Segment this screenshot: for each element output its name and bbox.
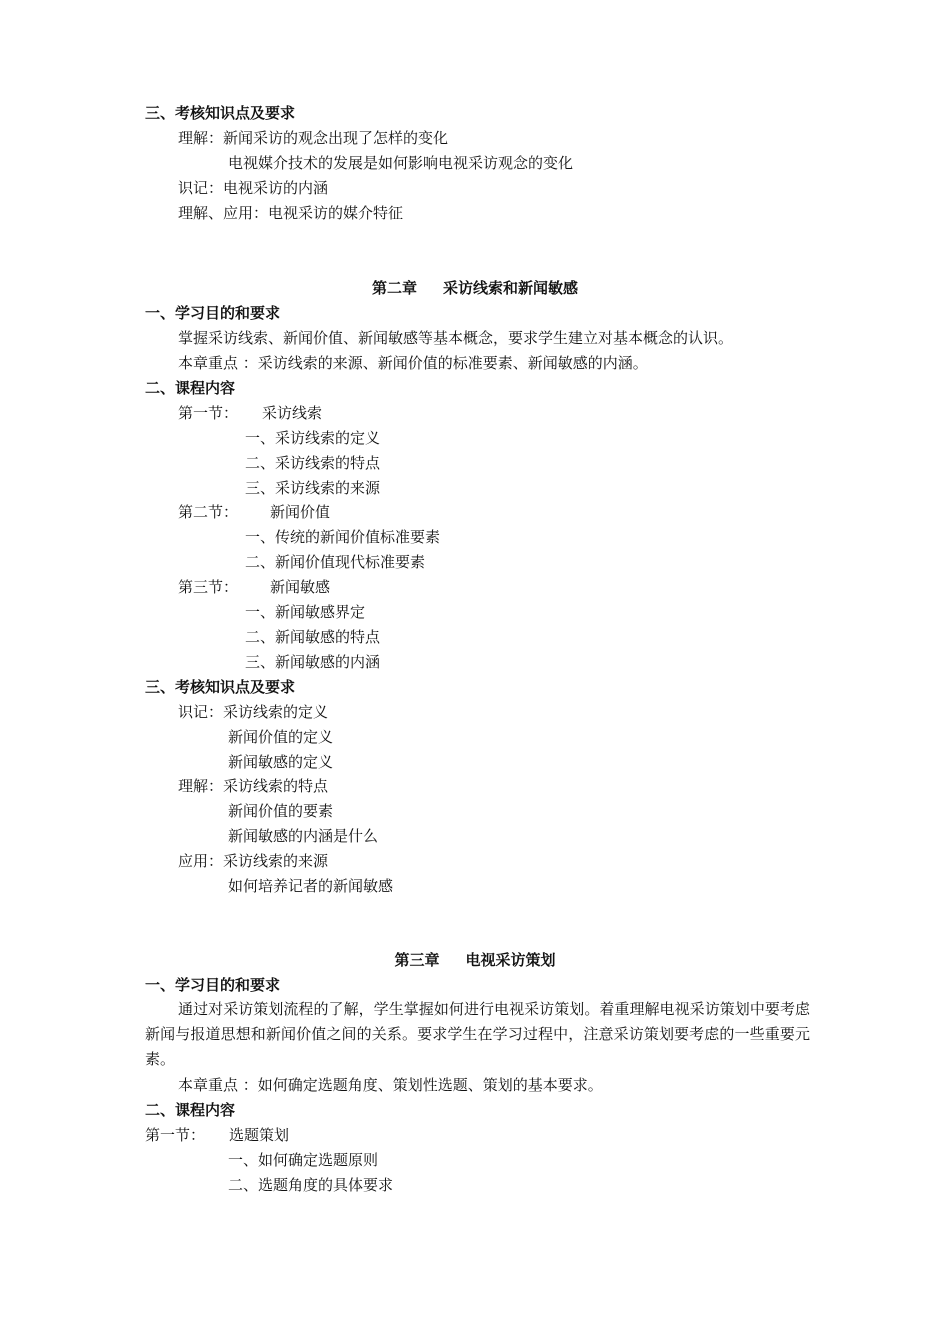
chapter-name: 电视采访策划 [465, 951, 556, 969]
section-label: 第三节： [178, 578, 239, 596]
section-label: 第一节： [178, 404, 239, 422]
section-item: 二、新闻敏感的特点 [245, 628, 381, 646]
exam-heading-ch1: 三、考核知识点及要求 [145, 104, 296, 122]
exam-line: 理解：新闻采访的观念出现了怎样的变化 [178, 129, 449, 147]
section-item: 三、新闻敏感的内涵 [245, 653, 381, 671]
exam-heading: 三、考核知识点及要求 [145, 678, 296, 696]
exam-line: 如何培养记者的新闻敏感 [228, 877, 394, 895]
goal-heading: 一、学习目的和要求 [145, 304, 281, 322]
section-line [178, 502, 330, 522]
exam-line: 新闻价值的要素 [228, 802, 334, 820]
section-item: 三、采访线索的来源 [245, 479, 381, 497]
section-item: 一、新闻敏感界定 [245, 603, 366, 621]
chapter-number: 第三章 [394, 951, 440, 969]
chapter-3-title [0, 950, 950, 970]
exam-line: 识记：采访线索的定义 [178, 703, 329, 721]
section-line [178, 403, 322, 423]
exam-line: 新闻价值的定义 [228, 728, 334, 746]
section-title: 选题策划 [229, 1126, 290, 1144]
chapter-2-title [0, 278, 950, 298]
exam-line: 应用：采访线索的来源 [178, 852, 329, 870]
exam-line: 新闻敏感的内涵是什么 [228, 827, 379, 845]
goal-heading: 一、学习目的和要求 [145, 976, 281, 994]
section-title: 采访线索 [262, 404, 323, 422]
section-title: 新闻价值 [270, 503, 331, 521]
chapter-name: 采访线索和新闻敏感 [443, 279, 579, 297]
section-item: 一、如何确定选题原则 [228, 1151, 379, 1169]
exam-line: 识记：电视采访的内涵 [178, 179, 329, 197]
section-item: 一、采访线索的定义 [245, 429, 381, 447]
section-line [145, 1125, 289, 1145]
chapter-number: 第二章 [371, 279, 417, 297]
goal-paragraph [145, 997, 810, 1072]
exam-line: 电视媒介技术的发展是如何影响电视采访观念的变化 [228, 154, 574, 172]
section-item: 二、选题角度的具体要求 [228, 1176, 394, 1194]
content-heading: 二、课程内容 [145, 1101, 236, 1119]
exam-line: 理解：采访线索的特点 [178, 777, 329, 795]
focus-text: 本章重点 ：如何确定选题角度、策划性选题、策划的基本要求。 [178, 1076, 603, 1094]
content-heading: 二、课程内容 [145, 379, 236, 397]
focus-text: 本章重点 ：采访线索的来源、新闻价值的标准要素、新闻敏感的内涵。 [178, 354, 648, 372]
section-item: 二、采访线索的特点 [245, 454, 381, 472]
section-item: 二、新闻价值现代标准要素 [245, 553, 426, 571]
section-line [178, 577, 330, 597]
goal-text: 掌握采访线索、新闻价值、新闻敏感等基本概念，要求学生建立对基本概念的认识。 [178, 329, 734, 347]
section-title: 新闻敏感 [270, 578, 331, 596]
section-label: 第一节： [145, 1126, 206, 1144]
exam-line: 新闻敏感的定义 [228, 753, 334, 771]
section-label: 第二节： [178, 503, 239, 521]
section-item: 一、传统的新闻价值标准要素 [245, 528, 441, 546]
goal-paragraph-text: 通过对采访策划流程的了解，学生掌握如何进行电视采访策划。着重理解电视采访策划中要考虑新闻与报道思想和新闻价值之间的关系。要求学生在学习过程中，注意采访策划要考虑的一些重要元素。 [145, 1000, 810, 1068]
exam-line: 理解、应用：电视采访的媒介特征 [178, 204, 404, 222]
